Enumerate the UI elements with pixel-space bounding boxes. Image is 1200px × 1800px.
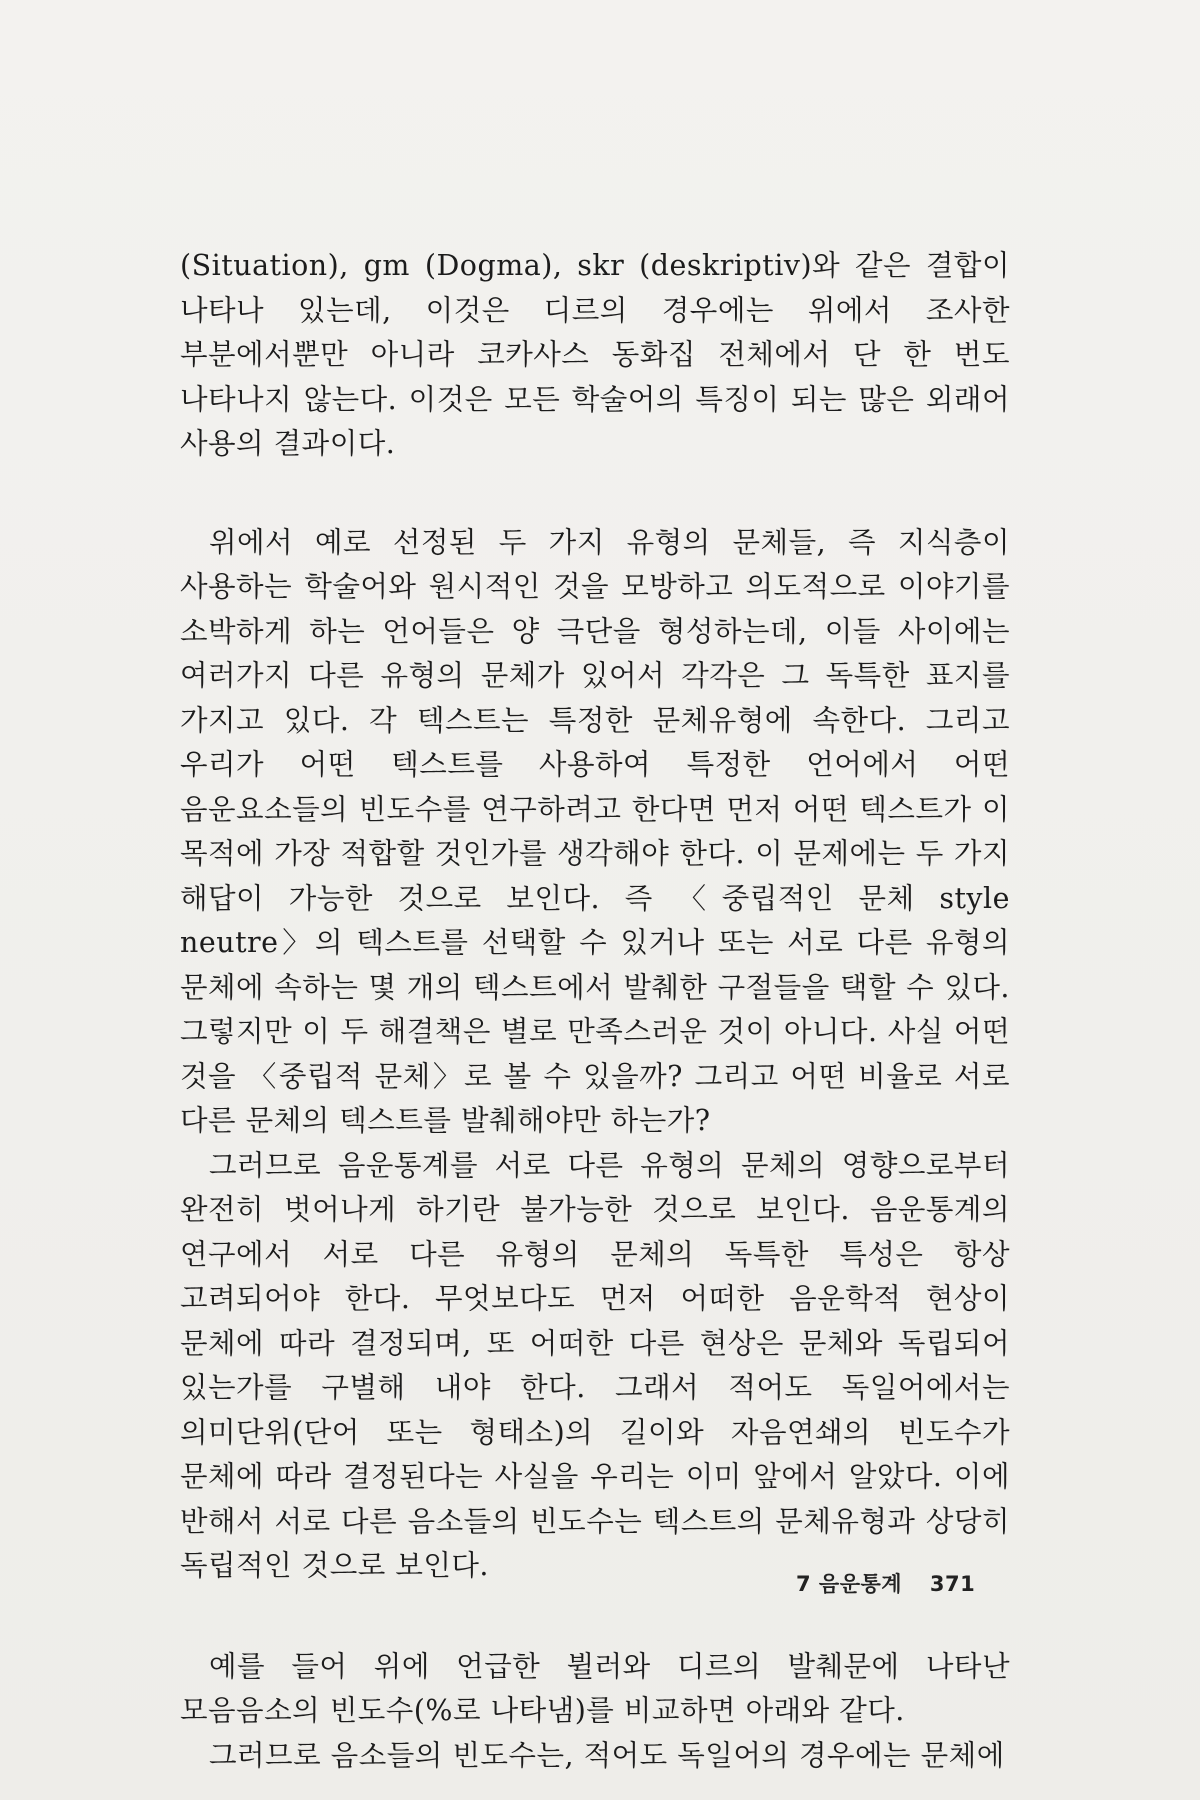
running-footer-chapter: 7 음운통계 xyxy=(796,1572,903,1596)
paragraph-5: 그러므로 음소들의 빈도수는, 적어도 독일어의 경우에는 문체에 xyxy=(209,1738,1005,1772)
page-number: 371 xyxy=(929,1572,976,1596)
paragraph-4: 예를 들어 위에 언급한 뷜러와 디르의 발췌문에 나타난 모음음소의 빈도수(%로 나타냄)를 비교하면 아래와 같다. xyxy=(180,1649,1010,1727)
paragraph-1: (Situation), gm (Dogma), skr (deskriptiv)와 같은 결합이 나타나 있는데, 이것은 디르의 경우에는 위에서 조사한 부분에서뿐만 아니라 코카사스 동화집 전체에서 단 한 번도 나타나지 않는다. 이것은 모든 학술어의 특징이 되는 많은 외래어 사용의 결과이다. xyxy=(180,249,1010,460)
paragraph-3: 그러므로 음운통계를 서로 다른 유형의 문체의 영향으로부터 완전히 벗어나게 하기란 불가능한 것으로 보인다. 음운통계의 연구에서 서로 다른 유형의 문체의 독특한 특성은 항상 고려되어야 한다. 무엇보다도 먼저 어떠한 음운학적 현상이 문체에 따라 결정되며, 또 어떠한 다른 현상은 문체와 독립되어 있는가를 구별해 내야 한다. 그래서 적어도 독일어에서는 의미단위(단어 또는 형태소)의 길이와 자음연쇄의 빈도수가 문체에 따라 결정된다는 사실을 우리는 이미 앞에서 알았다. 이에 반해서 서로 다른 음소들의 빈도수는 텍스트의 문체유형과 상당히 독립적인 것으로 보인다. xyxy=(180,1148,1010,1582)
paragraph-2: 위에서 예로 선정된 두 가지 유형의 문체들, 즉 지식층이 사용하는 학술어와 원시적인 것을 모방하고 의도적으로 이야기를 소박하게 하는 언어들은 양 극단을 형성하는데, 이들 사이에는 여러가지 다른 유형의 문체가 있어서 각각은 그 독특한 표지를 가지고 있다. 각 텍스트는 특정한 문체유형에 속한다. 그리고 우리가 어떤 텍스트를 사용하여 특정한 언어에서 어떤 음운요소들의 빈도수를 연구하려고 한다면 먼저 어떤 텍스트가 이 목적에 가장 적합할 것인가를 생각해야 한다. 이 문제에는 두 가지 해답이 가능한 것으로 보인다. 즉 〈중립적인 문체 style neutre〉의 텍스트를 선택할 수 있거나 또는 서로 다른 유형의 문체에 속하는 몇 개의 텍스트에서 발췌한 구절들을 택할 수 있다. 그렇지만 이 두 해결책은 별로 만족스러운 것이 아니다. 사실 어떤 것을 〈중립적 문체〉로 볼 수 있을까? 그리고 어떤 비율로 서로 다른 문체의 텍스트를 발췌해야만 하는가? xyxy=(180,525,1010,1137)
page-footer xyxy=(796,1568,975,1598)
body-text xyxy=(180,244,1010,1778)
